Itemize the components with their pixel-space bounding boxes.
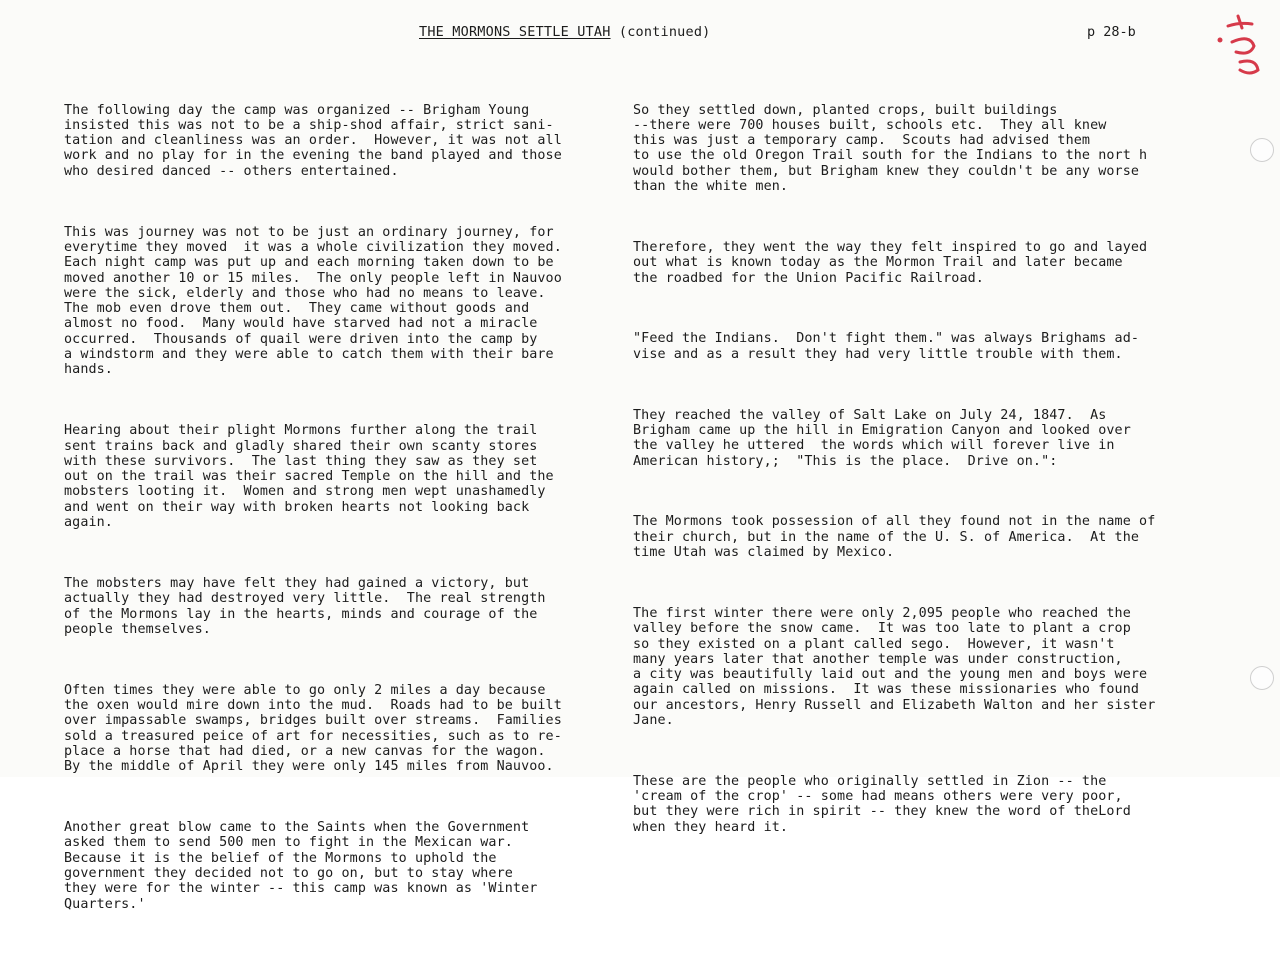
page-header-title <box>419 24 710 40</box>
paragraph: The mobsters may have felt they had gained a victory, but actually they had destroyed very little. The real strength of the Mormons lay in the hearts, minds and courage of the people themselves. <box>64 575 546 637</box>
paragraph: The following day the camp was organized -- Brigham Young insisted this was not to be a ship-shod affair, strict sani- tation and cleanliness was an order. However, it was not all work and no play for in the evening the band played and those who desired danced -- others entertained. <box>64 102 562 179</box>
paragraph: The Mormons took possession of all they found not in the name of their church, but in the name of the U. S. of America. At the time Utah was claimed by Mexico. <box>633 514 1156 561</box>
paragraph: This was journey was not to be just an ordinary journey, for everytime they moved it was a whole civilization they moved. Each night camp was put up and each morning taken down to be moved another 10 or 15 miles. The only people left in Nauvoo were the sick, elderly and those who had no means to leave. The mob even drove them out. They came without goods and almost no food. Many would have starved had not a miracle occurred. Thousands of quail were driven into the camp by a windstorm and they were able to catch them with their bare hands. <box>64 224 562 378</box>
paragraph: Another great blow came to the Saints when the Government asked them to send 500 men to fight in the Mexican war. Because it is the belief of the Mormons to uphold the government they decided not to go on, but to stay where they were for the winter -- this camp was known as 'Winter Quarters.' <box>64 820 538 912</box>
paragraph: "Feed the Indians. Don't fight them." was always Brighams ad- vise and as a result they had very little trouble with them. <box>633 331 1140 362</box>
title-suffix: (continued) <box>618 24 711 40</box>
red-handwritten-mark <box>1210 12 1270 77</box>
punch-hole-bottom <box>1250 666 1274 690</box>
right-text-column <box>633 72 1233 881</box>
paragraph: Often times they were able to go only 2 miles a day because the oxen would mire down into the mud. Roads had to be built over impassable swamps, bridges built over streams. Families sold a treasured peice of art for necessities, such as to re- place a horse that had died, or a new canvas for the wagon. By the middle of April they were only 145 miles from Nauvoo. <box>64 682 562 775</box>
paragraph: These are the people who originally settled in Zion -- the 'cream of the crop' -- some had means others were very poor, but they were rich in spirit -- they knew the word of theLord when they heard it. <box>633 773 1131 835</box>
paragraph: The first winter there were only 2,095 people who reached the valley before the snow came. It was too late to plant a crop so they existed on a plant called sego. However, it wasn't many years later that another temple was under construction, a city was beautifully laid out and the young men and boys were again called on missions. It was these missionaries who found our ancestors, Henry Russell and Elizabeth Walton and her sister Jane. <box>633 605 1156 728</box>
punch-hole-top <box>1250 138 1274 162</box>
paragraph: Therefore, they went the way they felt inspired to go and layed out what is known today as the Mormon Trail and later became the roadbed for the Union Pacific Railroad. <box>633 239 1148 286</box>
left-text-column <box>64 72 630 957</box>
paragraph: They reached the valley of Salt Lake on July 24, 1847. As Brigham came up the hill in Emigration Canyon and looked over the valley he uttered the words which will forever live in American history,; "This is the place. Drive on.": <box>633 407 1131 469</box>
paragraph: So they settled down, planted crops, built buildings --there were 700 houses built, schools etc. They all knew this was just a temporary camp. Scouts had advised them to use the old Oregon Trail south for the Indians to the nort h would bother them, but Brigham knew they couldn't be any worse than the white men. <box>633 102 1148 195</box>
title-text: THE MORMONS SETTLE UTAH <box>419 24 611 40</box>
paragraph: Hearing about their plight Mormons further along the trail sent trains back and gladly shared their own scanty stores with these survivors. The last thing they saw as they set out on the trail was their sacred Temple on the hill and the mobsters looting it. Women and strong men wept unashamedly and went on their way with broken hearts not looking back again. <box>64 423 554 531</box>
page-number: p 28-b <box>1087 24 1136 40</box>
